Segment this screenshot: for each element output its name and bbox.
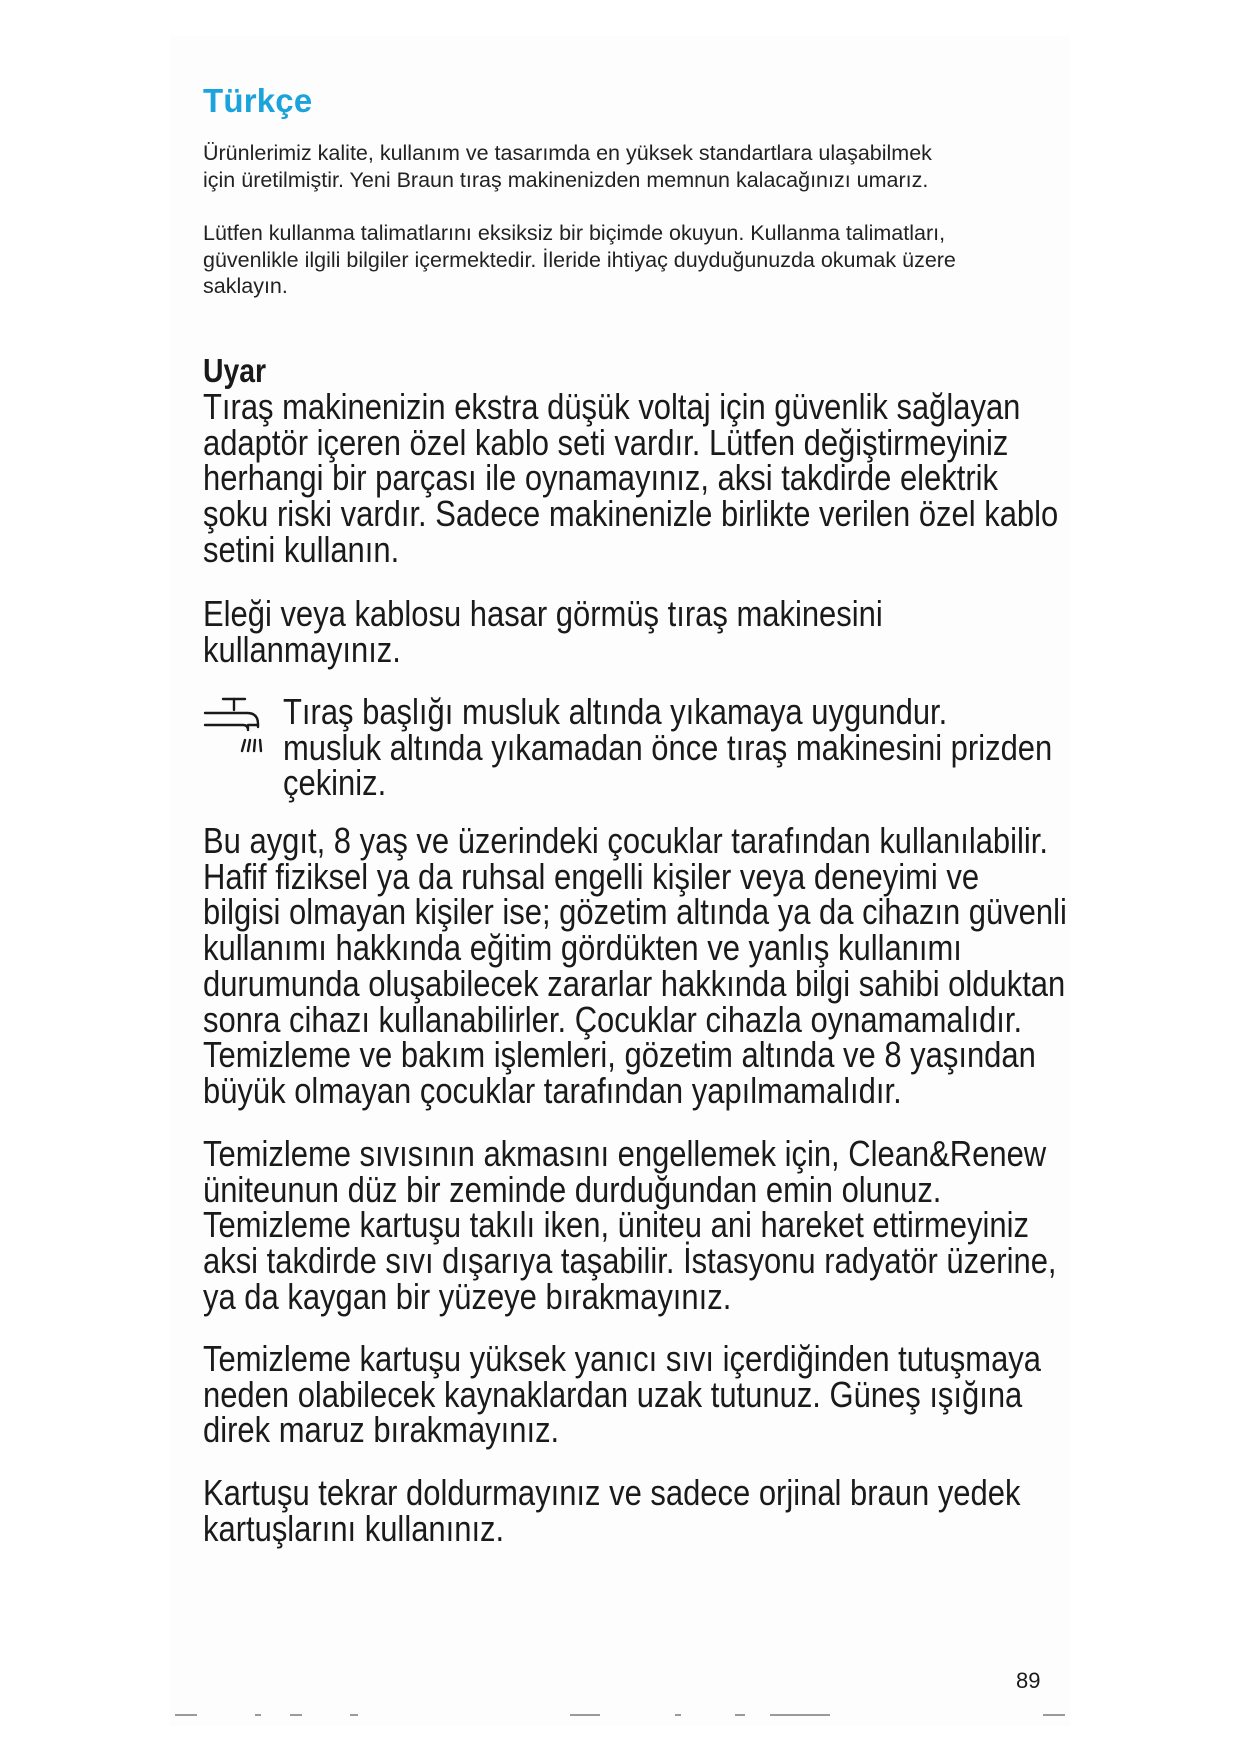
text-line: Temizleme kartuşu takılı iken, üniteu ani hareket ettirmeyiniz	[203, 1204, 1029, 1246]
text-line: kartuşlarını kullanınız.	[203, 1507, 505, 1549]
text-line: sonra cihazı kullanabilirler. Çocuklar cihazla oynamamalıdır.	[203, 998, 1023, 1040]
text-line: Eleği veya kablosu hasar görmüş tıraş makinesini	[203, 593, 883, 634]
warning-paragraph-damage	[203, 593, 883, 670]
warning-paragraph-flammable	[203, 1338, 1042, 1451]
language-title: Türkçe	[203, 82, 313, 119]
faucet-icon	[203, 696, 265, 756]
warning-paragraph-cable	[203, 386, 1059, 570]
text-line: Temizleme kartuşu yüksek yanıcı sıvı içerdiğinden tutuşmaya	[203, 1338, 1042, 1379]
text-line: büyük olmayan çocuklar tarafından yapılmamalıdır.	[203, 1069, 902, 1111]
warning-paragraph-cleaning-fluid	[203, 1133, 1057, 1317]
warning-faucet-note	[283, 691, 1053, 804]
text-line: direk maruz bırakmayınız.	[203, 1409, 560, 1451]
text-line: kullanmayınız.	[203, 628, 401, 670]
text-line: Hafif fiziksel ya da ruhsal engelli kişiler veya deneyimi ve	[203, 855, 980, 897]
text-line: saklayın.	[203, 274, 288, 298]
text-line: adaptör içeren özel kablo seti vardır. Lütfen değiştirmeyiniz	[203, 421, 1009, 463]
text-line: şoku riski vardır. Sadece makinenizle birlikte verilen özel kablo	[203, 493, 1059, 535]
footer-print-marks	[175, 1712, 1065, 1718]
text-line: çekiniz.	[283, 762, 387, 804]
text-line: bilgisi olmayan kişiler ise; gözetim altında ya da cihazın güvenli	[203, 891, 1067, 933]
text-line: kullanımı hakkında eğitim gördükten ve yanlış kullanımı	[203, 927, 962, 969]
intro-paragraph-1	[203, 140, 1053, 193]
text-line: Lütfen kullanma talimatlarını eksiksiz bir biçimde okuyun. Kullanma talimatları,	[203, 221, 946, 245]
text-line: setini kullanın.	[203, 528, 400, 570]
text-line: Tıraş başlığı musluk altında yıkamaya uygundur.	[283, 691, 948, 732]
text-line: durumunda oluşabilecek zararlar hakkında bilgi sahibi olduktan	[203, 962, 1066, 1004]
text-line: için üretilmiştir. Yeni Braun tıraş makinenizden memnun kalacağınızı umarız.	[203, 167, 929, 192]
text-line: üniteunun düz bir zeminde durduğundan emin olunuz.	[203, 1168, 942, 1210]
text-line: neden olabilecek kaynaklardan uzak tutunuz. Güneş ışığına	[203, 1373, 1023, 1415]
text-line: herhangi bir parçası ile oynamayınız, aksi takdirde elektrik	[203, 457, 999, 499]
text-line: Temizleme ve bakım işlemleri, gözetim altında ve 8 yaşından	[203, 1034, 1036, 1076]
text-line: Bu aygıt, 8 yaş ve üzerindeki çocuklar tarafından kullanılabilir.	[203, 820, 1048, 861]
warning-heading: Uyar	[203, 352, 267, 389]
text-line: musluk altında yıkamadan önce tıraş makinesini prizden	[283, 726, 1053, 768]
warning-paragraph-children	[203, 820, 1067, 1111]
text-line: güvenlikle ilgili bilgiler içermektedir. İleride ihtiyaç duyduğunuzda okumak üzere	[203, 247, 956, 272]
text-line: Ürünlerimiz kalite, kullanım ve tasarımda en yüksek standartlara ulaşabilmek	[203, 141, 932, 165]
intro-paragraph-2	[203, 220, 1053, 300]
text-line: Temizleme sıvısının akmasını engellemek için, Clean&Renew	[203, 1133, 1047, 1174]
text-line: ya da kaygan bir yüzeye bırakmayınız.	[203, 1275, 732, 1317]
text-line: aksi takdirde sıvı dışarıya taşabilir. İstasyonu radyatör üzerine,	[203, 1240, 1057, 1282]
text-line: Tıraş makinenizin ekstra düşük voltaj için güvenlik sağlayan	[203, 386, 1021, 427]
text-line: Kartuşu tekrar doldurmayınız ve sadece orjinal braun yedek	[203, 1472, 1021, 1513]
warning-paragraph-refill	[203, 1472, 1021, 1549]
page-number: 89	[1016, 1668, 1041, 1693]
